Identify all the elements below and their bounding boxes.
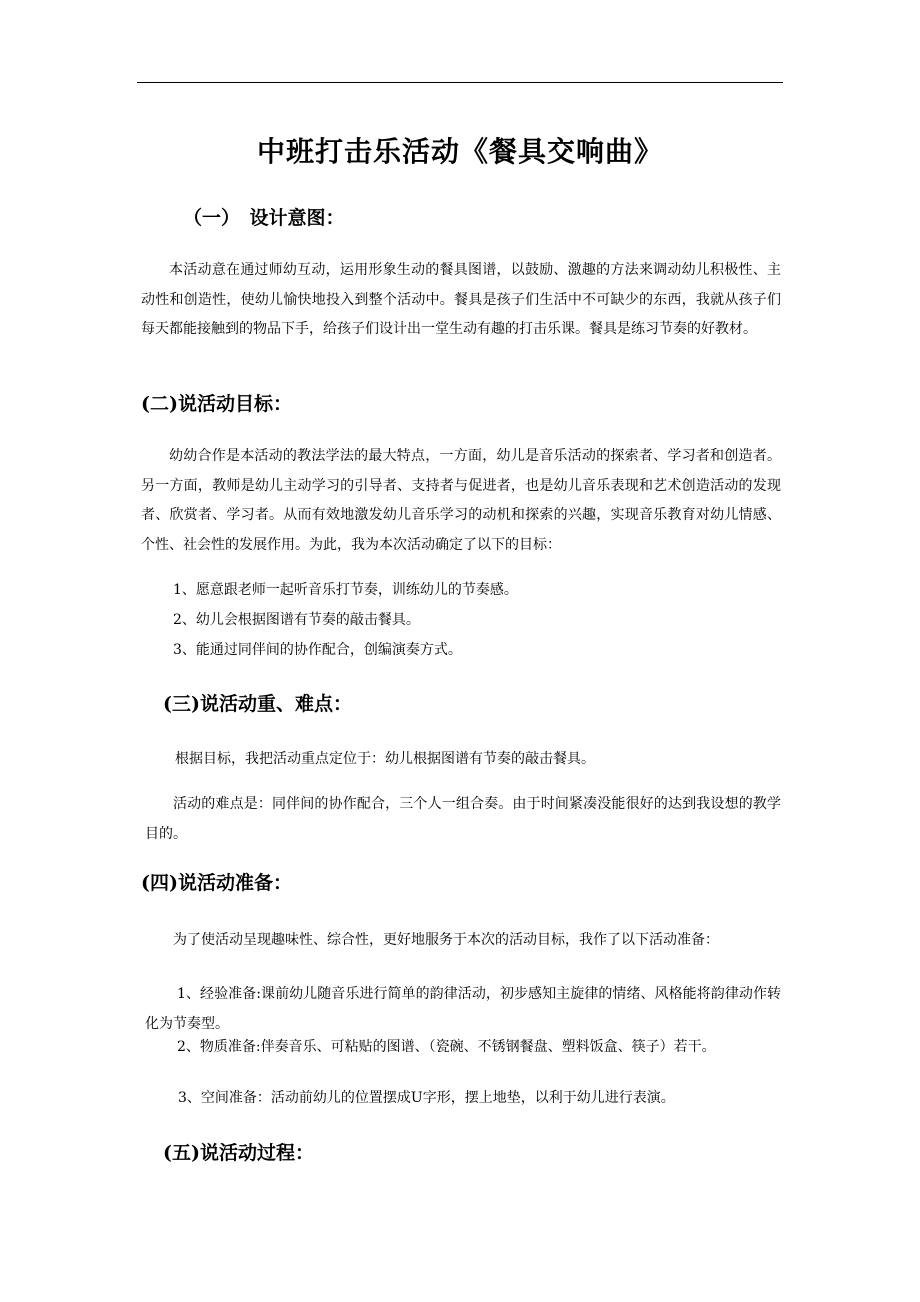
paragraph-key-point: 根据目标，我把活动重点定位于：幼儿根据图谱有节奏的敲击餐具。: [175, 751, 595, 767]
goal-item: 2、幼儿会根据图谱有节奏的敲击餐具。: [173, 612, 420, 628]
heading-activity-goals: (二)说活动目标：: [141, 393, 292, 415]
goal-item: 3、能通过同伴间的协作配合，创编演奏方式。: [173, 642, 462, 658]
heading-activity-process: (五)说活动过程：: [163, 1142, 314, 1164]
paragraph-design-intent: 本活动意在通过师幼互动，运用形象生动的餐具图谱，以鼓励、激趣的方法来调动幼儿积极性、主动性和创造性，使幼儿愉快地投入到整个活动中。餐具是孩子们生活中不可缺少的东西，我就从孩子们每天都能接触到的物品下手，给孩子们设计出一堂生动有趣的打击乐课。餐具是练习节奏的好教材。: [141, 262, 781, 337]
paragraph-preparation-intro: 为了使活动呈现趣味性、综合性，更好地服务于本次的活动目标，我作了以下活动准备：: [173, 932, 719, 948]
heading-key-difficult-points: (三)说活动重、难点：: [163, 693, 352, 715]
heading-design-intent: （一） 设计意图：: [183, 207, 345, 229]
paragraph-difficult-point: 活动的难点是：同伴间的协作配合，三个人一组合奏。由于时间紧凑没能很好的达到我设想的教学目的。: [145, 796, 781, 842]
heading-activity-preparation: (四)说活动准备：: [141, 872, 292, 894]
goal-item: 1、愿意跟老师一起听音乐打节奏，训练幼儿的节奏感。: [173, 582, 518, 598]
preparation-item-experience: 1、经验准备:课前幼儿随音乐进行简单的韵律活动，初步感知主旋律的情绪、风格能将韵律动作转化为节奏型。: [145, 986, 781, 1032]
paragraph-activity-goals: 幼幼合作是本活动的教法学法的最大特点，一方面，幼儿是音乐活动的探索者、学习者和创造者。另一方面，教师是幼儿主动学习的引导者、支持者与促进者，也是幼儿音乐表现和艺术创造活动的发现者、欣赏者、学习者。从而有效地激发幼儿音乐学习的动机和探索的兴趣，实现音乐教育对幼儿情感、个性、社会性的发展作用。为此，我为本次活动确定了以下的目标：: [141, 448, 781, 553]
preparation-item-materials: 2、物质准备:伴奏音乐、可粘贴的图谱、（瓷碗、不锈钢餐盘、塑料饭盒、筷子）若干。: [177, 1039, 716, 1055]
document-title: 中班打击乐活动《餐具交响曲》: [256, 135, 663, 168]
header-rule: [137, 82, 783, 83]
preparation-item-space: 3、空间准备：活动前幼儿的位置摆成U字形，摆上地垫，以利于幼儿进行表演。: [178, 1090, 675, 1106]
